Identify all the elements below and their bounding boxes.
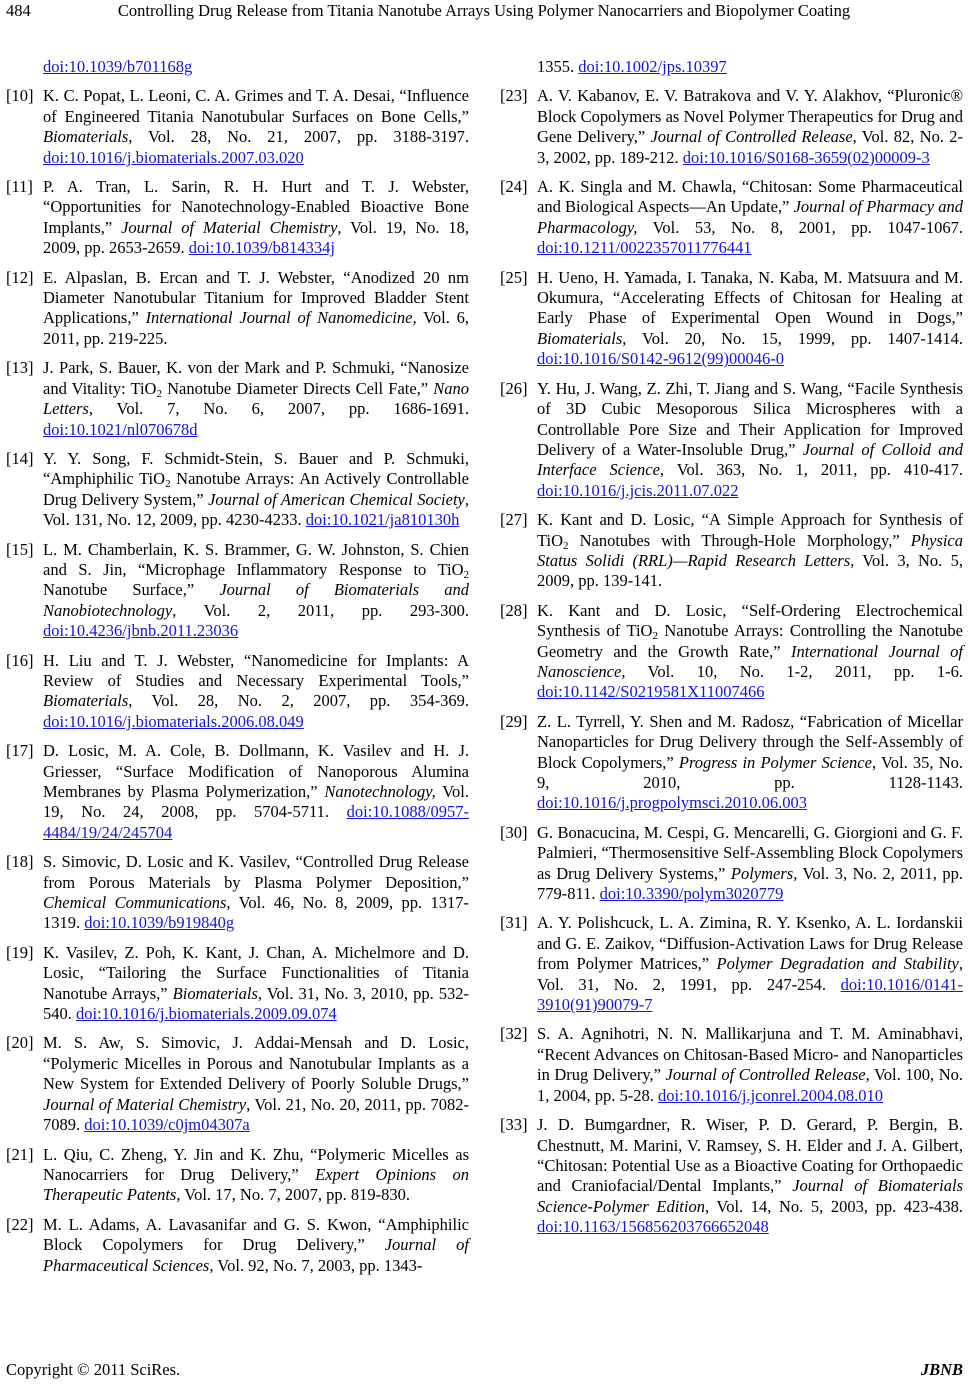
reference-segment: D. Losic, M. A. Cole, B. Dollmann, K. Vasilev and H. J. Griesser, “Surface Modification of Nanoporous Alumina Membranes by Plasma Polymerization,”: [43, 741, 469, 801]
reference-text: [537, 823, 963, 905]
doi-link[interactable]: doi:10.1016/j.jcis.2011.07.022: [537, 480, 739, 500]
reference-segment: K. Kant and D. Losic, “A Simple Approach for Synthesis of TiO: [537, 510, 963, 550]
reference-number: [29]: [500, 711, 528, 731]
reference-text: [43, 852, 469, 934]
doi-link[interactable]: doi:10.1016/j.biomaterials.2006.08.049: [43, 711, 304, 731]
reference-segment: , Vol. 82, No. 2-3, 2002, pp. 189-212.: [537, 127, 963, 167]
reference-segment: L. M. Chamberlain, K. S. Brammer, G. W. Johnston, S. Chien and S. Jin, “Microphage Inflammatory Response to TiO: [43, 539, 469, 579]
doi-link[interactable]: doi:10.1016/S0168-3659(02)00009-3: [682, 147, 930, 167]
reference-item: [500, 1024, 963, 1106]
reference-number: [6, 57, 43, 77]
doi-link[interactable]: doi:10.1088/0957-4484/19/24/245704: [43, 802, 469, 842]
reference-segment: S. A. Agnihotri, N. N. Mallikarjuna and T. M. Aminabhavi, “Recent Advances on Chitosan-Based Micro- and Nanoparticles in Drug Delivery,”: [537, 1024, 963, 1085]
reference-number: [30]: [500, 822, 528, 842]
journal-name: Journal of Biomaterials Science-Polymer Edition: [537, 1176, 963, 1216]
journal-name: Journal of Material Chemistry: [43, 1094, 247, 1114]
reference-segment: , Vol. 7, No. 6, 2007, pp. 1686-1691.: [88, 399, 469, 419]
reference-segment: Z. L. Tyrrell, Y. Shen and M. Radosz, “Fabrication of Micellar Nanoparticles for Drug Delivery through the Self-Assembly of Block Copolymers,”: [537, 711, 963, 772]
journal-name: Biomaterials: [537, 328, 623, 348]
doi-link[interactable]: doi:10.1016/0141-3910(91)90079-7: [537, 974, 963, 1015]
reference-segment: , Vol. 14, No. 5, 2003, pp. 423-438.: [704, 1196, 963, 1216]
reference-segment: H. Liu and T. J. Webster, “Nanomedicine for Implants: A Review of Studies and Necessary Experimental Tools,”: [43, 650, 469, 690]
reference-item: [6, 540, 469, 642]
reference-number: [500, 57, 537, 77]
journal-name: Journal of Pharmaceutical Sciences: [43, 1235, 469, 1275]
doi-link[interactable]: doi:10.1016/j.biomaterials.2007.03.020: [43, 147, 304, 167]
subscript-text: 2: [156, 387, 162, 400]
reference-item: [500, 712, 963, 814]
reference-segment: A. Y. Polishcuck, L. A. Zimina, R. Y. Ksenko, A. L. Iordanskii and G. E. Zaikov, “Diffusion-Activation Laws for Drug Release from Polymer Matrices,”: [537, 913, 963, 974]
journal-name: Biomaterials: [172, 983, 258, 1003]
reference-item: [6, 852, 469, 934]
reference-segment: , Vol. 20, No. 15, 1999, pp. 1407-1414.: [622, 328, 963, 348]
reference-text: [43, 1145, 469, 1206]
reference-segment: Vol. 19, No. 24, 2008, pp. 5704-5711.: [43, 782, 469, 822]
reference-segment: , Vol. 10, No. 1-2, 2011, pp. 1-6.: [621, 661, 963, 681]
reference-item: [500, 268, 963, 370]
reference-segment: Y. Y. Song, F. Schmidt-Stein, S. Bauer and P. Schmuki, “Amphiphilic TiO: [43, 448, 469, 489]
reference-segment: G. Bonacucina, M. Cespi, G. Mencarelli, G. Giorgioni and G. F. Palmieri, “Thermosensitive Self-Assembling Block Copolymers as Drug Delivery Systems,”: [537, 822, 963, 883]
reference-segment: , Vol. 17, No. 7, 2007, pp. 819-830.: [176, 1185, 410, 1205]
reference-segment: Vol. 53, No. 8, 2001, pp. 1047-1067.: [637, 217, 963, 237]
reference-segment: S. Simovic, D. Losic and K. Vasilev, “Controlled Drug Release from Porous Materials by Plasma Polymer Deposition,”: [43, 852, 469, 892]
reference-item: [500, 510, 963, 592]
reference-text: [43, 57, 469, 77]
journal-name: Nanotechnology,: [324, 782, 436, 801]
reference-text: [537, 57, 963, 77]
reference-segment: M. L. Adams, A. Lavasanifar and G. S. Kwon, “Amphiphilic Block Copolymers for Drug Delivery,”: [43, 1214, 469, 1255]
reference-number: [16]: [6, 650, 34, 670]
journal-name: Polymer Degradation and Stability: [716, 954, 959, 974]
reference-text: [43, 86, 469, 168]
journal-name: Physica Status Solidi (RRL)—Rapid Research Letters,: [537, 530, 963, 570]
reference-item: [6, 1215, 469, 1276]
reference-number: [22]: [6, 1214, 34, 1234]
reference-segment: M. S. Aw, S. Simovic, J. Addai-Mensah and D. Losic, “Polymeric Micelles in Porous and Nanotubular Implants as a New System for Extended Delivery of Poorly Soluble Drugs,”: [43, 1033, 469, 1094]
journal-name: Journal of Controlled Release: [665, 1065, 866, 1085]
reference-segment: K. C. Popat, L. Leoni, C. A. Grimes and T. A. Desai, “Influence of Engineered Titania Nanotubular Surfaces on Bone Cells,”: [43, 86, 469, 126]
reference-item: [6, 177, 469, 259]
reference-item: [6, 1145, 469, 1206]
reference-text: [43, 1215, 469, 1276]
reference-item: [500, 1115, 963, 1237]
reference-segment: , Vol. 46, No. 8, 2009, pp. 1317-1319.: [43, 893, 469, 933]
reference-text: [43, 943, 469, 1025]
journal-name: International Journal of Nanomedicine,: [145, 308, 417, 328]
doi-link[interactable]: doi:10.1039/b919840g: [84, 913, 235, 933]
subscript-text: 2: [563, 539, 569, 552]
reference-segment: Vol. 3, No. 2, 2011, pp. 779-811.: [537, 863, 963, 904]
reference-segment: , Vol. 31, No. 3, 2010, pp. 532-540.: [43, 983, 469, 1024]
reference-segment: , Vol. 92, No. 7, 2003, pp. 1343-: [209, 1255, 423, 1275]
reference-item: [500, 379, 963, 501]
reference-segment: A. K. Singla and M. Chawla, “Chitosan: Some Pharmaceutical and Biological Aspects—An Update,”: [537, 177, 963, 217]
references-column-right: [500, 57, 963, 1285]
reference-continuation: [6, 57, 469, 77]
references-column-left: [6, 57, 469, 1285]
reference-text: [537, 1024, 963, 1106]
reference-segment: , Vol. 2, 2011, pp. 293-300.: [172, 600, 469, 620]
reference-segment: K. Vasilev, Z. Poh, K. Kant, J. Chan, A. Michelmore and D. Losic, “Tailoring the Surface Functionalities of Titania Nanotube Arrays,”: [43, 942, 469, 1003]
reference-number: [20]: [6, 1033, 34, 1053]
doi-link[interactable]: doi:10.1039/c0jm04307a: [84, 1115, 250, 1135]
reference-segment: , Vol. 28, No. 21, 2007, pp. 3188-3197.: [128, 127, 469, 147]
reference-item: [6, 268, 469, 350]
reference-segment: , Vol. 35, No. 9, 2010, pp. 1128-1143.: [537, 752, 963, 792]
reference-text: [43, 1033, 469, 1135]
reference-text: [537, 601, 963, 703]
reference-number: [11]: [6, 177, 33, 197]
page-number: 484: [6, 1, 31, 20]
reference-item: [500, 177, 963, 259]
reference-segment: , Vol. 19, No. 18, 2009, pp. 2653-2659.: [43, 217, 469, 258]
doi-link[interactable]: doi:10.1039/b701168g: [43, 57, 193, 76]
doi-link[interactable]: doi:10.1016/j.progpolymsci.2010.06.003: [537, 793, 807, 813]
reference-item: [6, 1033, 469, 1135]
reference-continuation: [500, 57, 963, 77]
reference-number: [25]: [500, 267, 528, 287]
reference-text: [537, 268, 963, 370]
reference-item: [500, 913, 963, 1015]
reference-text: [43, 268, 469, 350]
reference-number: [17]: [6, 741, 34, 761]
reference-text: [43, 177, 469, 259]
reference-number: [15]: [6, 539, 34, 559]
journal-name: Journal of Controlled Release: [650, 127, 853, 147]
reference-text: [43, 449, 469, 531]
reference-item: [500, 601, 963, 703]
journal-name: International Journal of Nanoscience: [537, 641, 963, 681]
doi-link[interactable]: doi:10.1142/S0219581X11007466: [537, 682, 765, 702]
doi-link[interactable]: doi:10.4236/jbnb.2011.23036: [43, 621, 239, 641]
copyright-text: Copyright © 2011 SciRes.: [6, 1360, 181, 1379]
reference-segment: , Vol. 21, No. 20, 2011, pp. 7082-7089.: [43, 1094, 470, 1135]
reference-item: [6, 358, 469, 440]
doi-link[interactable]: doi:10.1021/nl070678d: [43, 419, 198, 439]
doi-link[interactable]: doi:10.1002/jps.10397: [578, 57, 727, 76]
running-title: Controlling Drug Release from Titania Nanotube Arrays Using Polymer Nanocarriers and Biopolymer Coating: [117, 1, 851, 20]
reference-text: [537, 510, 963, 592]
reference-text: [537, 1115, 963, 1237]
reference-item: [500, 86, 963, 168]
doi-link[interactable]: doi:10.1021/ja810130h: [305, 510, 460, 530]
reference-number: [33]: [500, 1115, 528, 1135]
reference-item: [6, 449, 469, 531]
reference-segment: A. V. Kabanov, E. V. Batrakova and V. Y. Alakhov, “Pluronic® Block Copolymers as Novel Polymer Therapeutics for Drug and Gene Delivery,”: [537, 86, 963, 147]
reference-segment: , Vol. 100, No. 1, 2004, pp. 5-28.: [537, 1065, 963, 1105]
reference-number: [23]: [500, 86, 528, 106]
reference-text: [537, 177, 963, 259]
doi-link[interactable]: doi:10.3390/polym3020779: [599, 884, 784, 904]
reference-number: [19]: [6, 942, 34, 962]
reference-number: [28]: [500, 600, 528, 620]
references-section: [6, 57, 964, 1285]
reference-segment: , Vol. 31, No. 2, 1991, pp. 247-254.: [537, 954, 963, 994]
reference-text: [537, 86, 963, 168]
journal-name: Journal of Material Chemistry: [121, 217, 338, 237]
journal-name: Progress in Polymer Science: [678, 752, 872, 772]
journal-name: Expert Opinions on Therapeutic Patents: [43, 1164, 469, 1205]
doi-link[interactable]: doi:10.1016/S0142-9612(99)00046-0: [537, 349, 785, 369]
reference-item: [6, 943, 469, 1025]
journal-name: Journal of Pharmacy and Pharmacology,: [537, 197, 963, 237]
reference-number: [32]: [500, 1024, 528, 1044]
reference-text: [537, 913, 963, 1015]
reference-number: [31]: [500, 913, 528, 933]
reference-segment: Vol. 3, No. 5, 2009, pp. 139-141.: [537, 550, 963, 591]
reference-item: [6, 86, 469, 168]
journal-name: Biomaterials: [43, 127, 129, 147]
subscript-text: 2: [463, 568, 469, 581]
reference-number: [12]: [6, 267, 34, 287]
reference-segment: Nanotube Diameter Directs Cell Fate,”: [161, 378, 434, 398]
reference-segment: J. D. Bumgardner, R. Wiser, P. D. Gerard, P. Bergin, B. Chestnutt, M. Marini, V. Ramsey, S. H. Elder and J. A. Gilbert, “Chitosan: Potential Use as a Bioactive Coating for Orthopaedic and Craniofacial/Dental Implants,”: [537, 1115, 963, 1196]
reference-text: [43, 741, 469, 843]
reference-text: [43, 540, 469, 642]
reference-segment: , Vol. 28, No. 2, 2007, pp. 354-369.: [128, 691, 469, 711]
page-footer: [6, 1360, 963, 1380]
reference-number: [13]: [6, 358, 34, 378]
reference-segment: Y. Hu, J. Wang, Z. Zhi, T. Jiang and S. Wang, “Facile Synthesis of 3D Cubic Mesoporous Silica Microspheres with a Controllable Pore Size and Their Application for Improved Delivery of a Water-Insoluble Drug,”: [537, 378, 963, 459]
reference-number: [24]: [500, 177, 528, 197]
journal-name: Journal of Colloid and Interface Science: [537, 439, 964, 480]
reference-segment: , Vol. 363, No. 1, 2011, pp. 410-417.: [659, 460, 964, 480]
reference-item: [6, 741, 469, 843]
journal-name: Chemical Communications: [43, 893, 227, 913]
journal-name: Nano Letters: [43, 378, 470, 419]
reference-segment: E. Alpaslan, B. Ercan and T. J. Webster, “Anodized 20 nm Diameter Nanotubular Titanium for Improved Bladder Stent Applications,”: [43, 267, 469, 328]
subscript-text: 2: [652, 630, 658, 643]
doi-link[interactable]: doi:10.1016/j.jconrel.2004.08.010: [658, 1085, 884, 1105]
doi-link[interactable]: doi:10.1211/0022357011776441: [537, 238, 752, 258]
reference-segment: P. A. Tran, L. Sarin, R. H. Hurt and T. J. Webster, “Opportunities for Nanotechnology-Enabled Bioactive Bone Implants,”: [43, 177, 469, 237]
reference-number: [21]: [6, 1144, 34, 1164]
doi-link[interactable]: doi:10.1163/156856203766652048: [537, 1217, 769, 1237]
reference-text: [537, 379, 963, 501]
reference-segment: 1355.: [537, 57, 579, 76]
doi-link[interactable]: doi:10.1016/j.biomaterials.2009.09.074: [76, 1004, 337, 1024]
reference-segment: L. Qiu, C. Zheng, Y. Jin and K. Zhu, “Polymeric Micelles as Nanocarriers for Drug Delivery,”: [43, 1144, 469, 1184]
reference-segment: Nanotube Arrays: An Actively Controllable Drug Delivery System,”: [43, 469, 470, 509]
reference-segment: Nanotube Arrays: Controlling the Nanotube Geometry and the Growth Rate,”: [537, 621, 963, 661]
doi-link[interactable]: doi:10.1039/b814334j: [188, 238, 335, 258]
reference-segment: , Vol. 131, No. 12, 2009, pp. 4230-4233.: [43, 489, 469, 530]
journal-name: Biomaterials: [43, 691, 129, 711]
journal-name: Journal of American Chemical Society: [208, 489, 465, 509]
reference-number: [27]: [500, 510, 528, 530]
reference-segment: J. Park, S. Bauer, K. von der Mark and P. Schmuki, “Nanosize and Vitality: TiO: [43, 358, 469, 398]
page-header: [6, 1, 962, 23]
journal-name: Journal of Biomaterials and Nanobiotechnology: [43, 580, 469, 620]
reference-segment: Vol. 6, 2011, pp. 219-225.: [43, 308, 469, 348]
reference-segment: K. Kant and D. Losic, “Self-Ordering Electrochemical Synthesis of TiO: [537, 600, 963, 641]
reference-number: [26]: [500, 378, 528, 398]
reference-item: [6, 651, 469, 733]
subscript-text: 2: [165, 478, 171, 491]
reference-item: [500, 823, 963, 905]
reference-segment: Nanotubes with Through-Hole Morphology,”: [568, 530, 911, 550]
reference-number: [10]: [6, 86, 34, 106]
reference-number: [18]: [6, 852, 34, 872]
reference-text: [43, 358, 469, 440]
reference-text: [43, 651, 469, 733]
journal-name: Polymers,: [730, 863, 798, 883]
reference-segment: Nanotube Surface,”: [43, 580, 220, 600]
journal-abbreviation: JBNB: [920, 1360, 963, 1379]
reference-text: [537, 712, 963, 814]
reference-number: [14]: [6, 448, 34, 468]
reference-segment: H. Ueno, H. Yamada, I. Tanaka, N. Kaba, M. Matsuura and M. Okumura, “Accelerating Effects of Chitosan for Healing at Early Phase of Experimental Open Wound in Dogs,”: [537, 267, 963, 328]
